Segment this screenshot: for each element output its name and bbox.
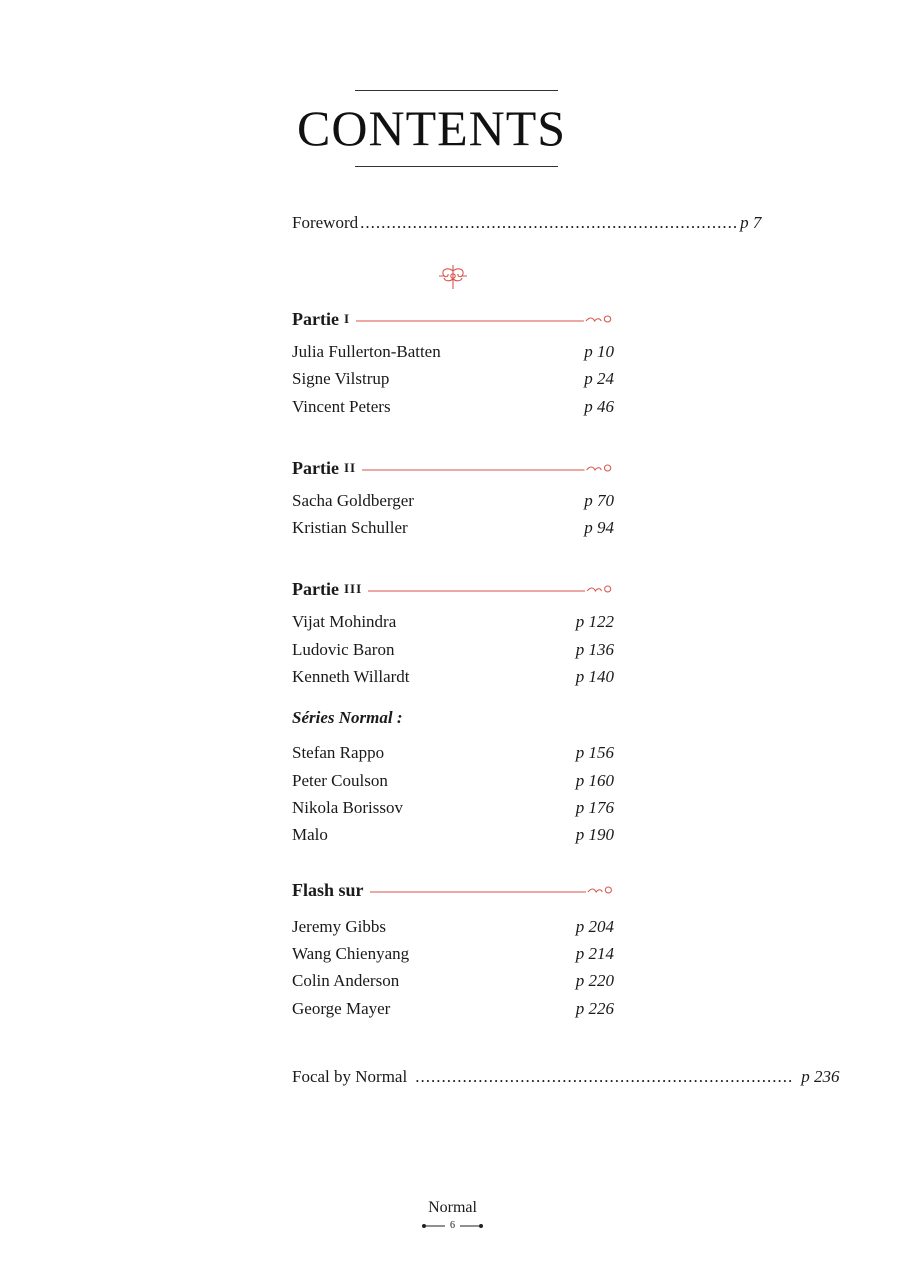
ornamental-rule-icon: [368, 584, 614, 594]
entry-page: p 226: [575, 999, 614, 1018]
entry-name: Vincent Peters: [292, 397, 391, 416]
entry-page: p 220: [575, 971, 614, 990]
focal-entry[interactable]: [292, 1066, 840, 1088]
toc-entry[interactable]: [292, 970, 614, 992]
entry-name: George Mayer: [292, 999, 391, 1018]
section-label: Partie: [292, 308, 339, 329]
toc-entry[interactable]: [292, 742, 614, 764]
toc-entry[interactable]: [292, 916, 614, 938]
toc-entry[interactable]: [292, 341, 614, 363]
entry-page: p 70: [584, 491, 614, 510]
ornamental-rule-icon: [370, 885, 614, 895]
toc-entry[interactable]: [292, 824, 614, 846]
toc-entry[interactable]: [292, 611, 614, 633]
entry-name: Kristian Schuller: [292, 518, 408, 537]
entry-page: p 10: [584, 342, 614, 361]
entry-name: Kenneth Willardt: [292, 667, 410, 686]
section-heading-partie-1: [292, 307, 614, 331]
section-heading-partie-3: [292, 577, 614, 601]
entry-name: Ludovic Baron: [292, 640, 395, 659]
section-roman-numeral: I: [343, 311, 351, 326]
section-label: Flash sur: [292, 879, 364, 900]
section-heading-partie-2: [292, 456, 614, 480]
ornamental-rule-icon: [362, 463, 614, 473]
toc-entry[interactable]: [292, 770, 614, 792]
toc-entry[interactable]: [292, 490, 614, 512]
section-label: Partie: [292, 578, 339, 599]
entry-page: p 190: [575, 825, 614, 844]
entry-page: p 156: [575, 743, 614, 762]
entry-page: p 160: [575, 771, 614, 790]
toc-entry[interactable]: [292, 396, 614, 418]
entry-page: p 46: [584, 397, 614, 416]
entry-name: Julia Fullerton-Batten: [292, 342, 441, 361]
toc-entry[interactable]: [292, 666, 614, 688]
page-title: CONTENTS: [297, 100, 567, 156]
entry-page: p 94: [584, 518, 614, 537]
page-number: 6: [450, 1220, 455, 1231]
entry-name: Wang Chienyang: [292, 944, 410, 963]
entry-page: p 136: [575, 640, 614, 659]
entry-page: p 176: [575, 798, 614, 817]
entry-page: p 214: [575, 944, 614, 963]
fleuron-ornament-icon: [436, 263, 470, 291]
entry-name: Colin Anderson: [292, 971, 400, 990]
series-heading: Séries Normal :: [292, 708, 403, 727]
entry-page: p 236: [801, 1067, 840, 1086]
entry-name: Signe Vilstrup: [292, 369, 390, 388]
entry-name: Foreword: [292, 213, 359, 232]
entry-name: Malo: [292, 825, 328, 844]
entry-name: Sacha Goldberger: [292, 491, 414, 510]
entry-name: Nikola Borissov: [292, 798, 403, 817]
dot-leader: ........................................................................: [415, 1067, 794, 1086]
entry-name: Focal by Normal: [292, 1067, 408, 1086]
section-heading-flash-sur: [292, 878, 614, 902]
toc-entry[interactable]: [292, 368, 614, 390]
entry-page: p 24: [584, 369, 614, 388]
toc-entry[interactable]: [292, 943, 614, 965]
ornamental-rule-icon: [356, 314, 614, 324]
entry-page: p 204: [575, 917, 614, 936]
toc-entry[interactable]: [292, 797, 614, 819]
toc-entry[interactable]: [292, 998, 614, 1020]
entry-page: p 7: [740, 213, 762, 232]
title-rule-top: [355, 90, 558, 91]
section-roman-numeral: III: [343, 581, 363, 596]
entry-page: p 122: [575, 612, 614, 631]
section-label: Partie: [292, 457, 339, 478]
toc-entry[interactable]: [292, 517, 614, 539]
title-rule-bottom: [355, 166, 558, 167]
dot-leader: ........................................................................: [360, 213, 739, 232]
section-roman-numeral: II: [343, 460, 357, 475]
entry-name: Vijat Mohindra: [292, 612, 397, 631]
entry-name: Jeremy Gibbs: [292, 917, 386, 936]
footer-page-marker: [421, 1219, 484, 1233]
toc-entry[interactable]: [292, 639, 614, 661]
entry-name: Peter Coulson: [292, 771, 388, 790]
footer-magazine-title: Normal: [428, 1199, 477, 1216]
entry-name: Stefan Rappo: [292, 743, 385, 762]
entry-page: p 140: [575, 667, 614, 686]
foreword-entry[interactable]: [292, 212, 762, 234]
